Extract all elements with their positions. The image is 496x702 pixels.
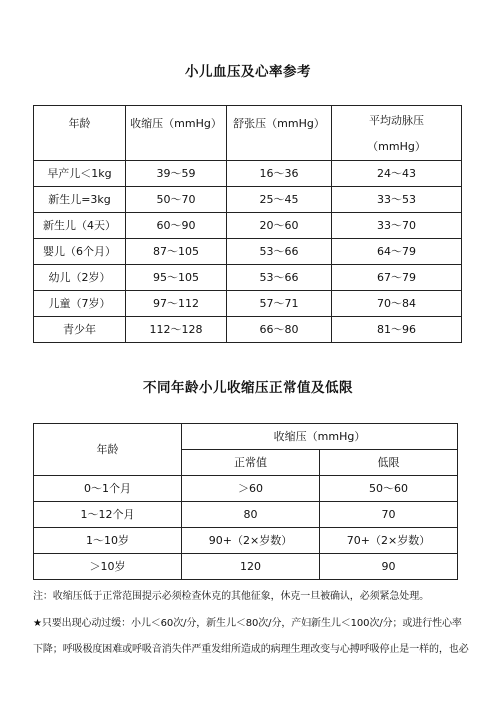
normal-cell: 80 [182, 502, 320, 528]
diastolic-cell: 25～45 [227, 187, 332, 213]
systolic-cell: 87～105 [126, 239, 227, 265]
age-cell: ＞10岁 [34, 554, 182, 580]
age-cell: 幼儿（2岁） [34, 265, 126, 291]
systolic-cell: 97～112 [126, 291, 227, 317]
note-line: ★只要出现心动过缓：小儿＜60次/分，新生儿＜80次/分，产妇新生儿＜100次/分；或进行性心率 [33, 618, 462, 629]
header-age: 年龄 [34, 424, 182, 476]
age-cell: 婴儿（6个月） [34, 239, 126, 265]
table2-title: 不同年龄小儿收缩压正常值及低限 [143, 380, 353, 396]
header-mean-arterial-label: 平均动脉压 [369, 114, 424, 127]
header-systolic: 收缩压（mmHg） [126, 106, 227, 161]
age-cell: 青少年 [34, 317, 126, 343]
diastolic-cell: 20～60 [227, 213, 332, 239]
table-header-row [34, 106, 462, 161]
lower-limit-cell: 70 [320, 502, 458, 528]
mean-arterial-cell: 67～79 [332, 265, 462, 291]
table-row [34, 213, 462, 239]
systolic-cell: 60～90 [126, 213, 227, 239]
header-normal: 正常值 [182, 450, 320, 476]
normal-cell: ＞60 [182, 476, 320, 502]
header-systolic-group: 收缩压（mmHg） [182, 424, 458, 450]
header-age: 年龄 [34, 106, 126, 161]
age-cell: 新生儿=3kg [34, 187, 126, 213]
diastolic-cell: 53～66 [227, 239, 332, 265]
table-row [34, 187, 462, 213]
table-row [34, 476, 458, 502]
header-lower-limit: 低限 [320, 450, 458, 476]
table-row [34, 161, 462, 187]
diastolic-cell: 53～66 [227, 265, 332, 291]
table-row [34, 502, 458, 528]
age-cell: 1～12个月 [34, 502, 182, 528]
normal-cell: 120 [182, 554, 320, 580]
diastolic-cell: 57～71 [227, 291, 332, 317]
mean-arterial-cell: 24～43 [332, 161, 462, 187]
diastolic-cell: 66～80 [227, 317, 332, 343]
lower-limit-cell: 70+（2×岁数） [320, 528, 458, 554]
systolic-cell: 50～70 [126, 187, 227, 213]
mean-arterial-cell: 33～70 [332, 213, 462, 239]
blood-pressure-heart-rate-table [33, 105, 462, 343]
mean-arterial-cell: 81～96 [332, 317, 462, 343]
note-line: 注：收缩压低于正常范围提示必须检查休克的其他征象，休克一旦被确认，必须紧急处理。 [33, 591, 429, 602]
header-diastolic: 舒张压（mmHg） [227, 106, 332, 161]
systolic-cell: 39～59 [126, 161, 227, 187]
age-cell: 0～1个月 [34, 476, 182, 502]
table1-title: 小儿血压及心率参考 [185, 64, 311, 80]
age-cell: 新生儿（4天） [34, 213, 126, 239]
header-mean-arterial-unit: （mmHg） [367, 140, 426, 153]
table-row [34, 317, 462, 343]
table-row [34, 265, 462, 291]
note-line: 下降；呼吸极度困难或呼吸音消失伴严重发绀所造成的病理生理改变与心搏呼吸停止是一样的，也必 [33, 644, 469, 655]
header-mean-arterial [332, 106, 462, 161]
table-row [34, 554, 458, 580]
table-row [34, 239, 462, 265]
lower-limit-cell: 90 [320, 554, 458, 580]
mean-arterial-cell: 33～53 [332, 187, 462, 213]
diastolic-cell: 16～36 [227, 161, 332, 187]
table-row [34, 291, 462, 317]
age-cell: 儿童（7岁） [34, 291, 126, 317]
systolic-cell: 112～128 [126, 317, 227, 343]
normal-cell: 90+（2×岁数） [182, 528, 320, 554]
age-cell: 早产儿＜1kg [34, 161, 126, 187]
table-header-row [34, 424, 458, 450]
mean-arterial-cell: 64～79 [332, 239, 462, 265]
systolic-cell: 95～105 [126, 265, 227, 291]
table-row [34, 528, 458, 554]
age-cell: 1～10岁 [34, 528, 182, 554]
systolic-normal-lower-limit-table [33, 423, 458, 580]
mean-arterial-cell: 70～84 [332, 291, 462, 317]
lower-limit-cell: 50～60 [320, 476, 458, 502]
